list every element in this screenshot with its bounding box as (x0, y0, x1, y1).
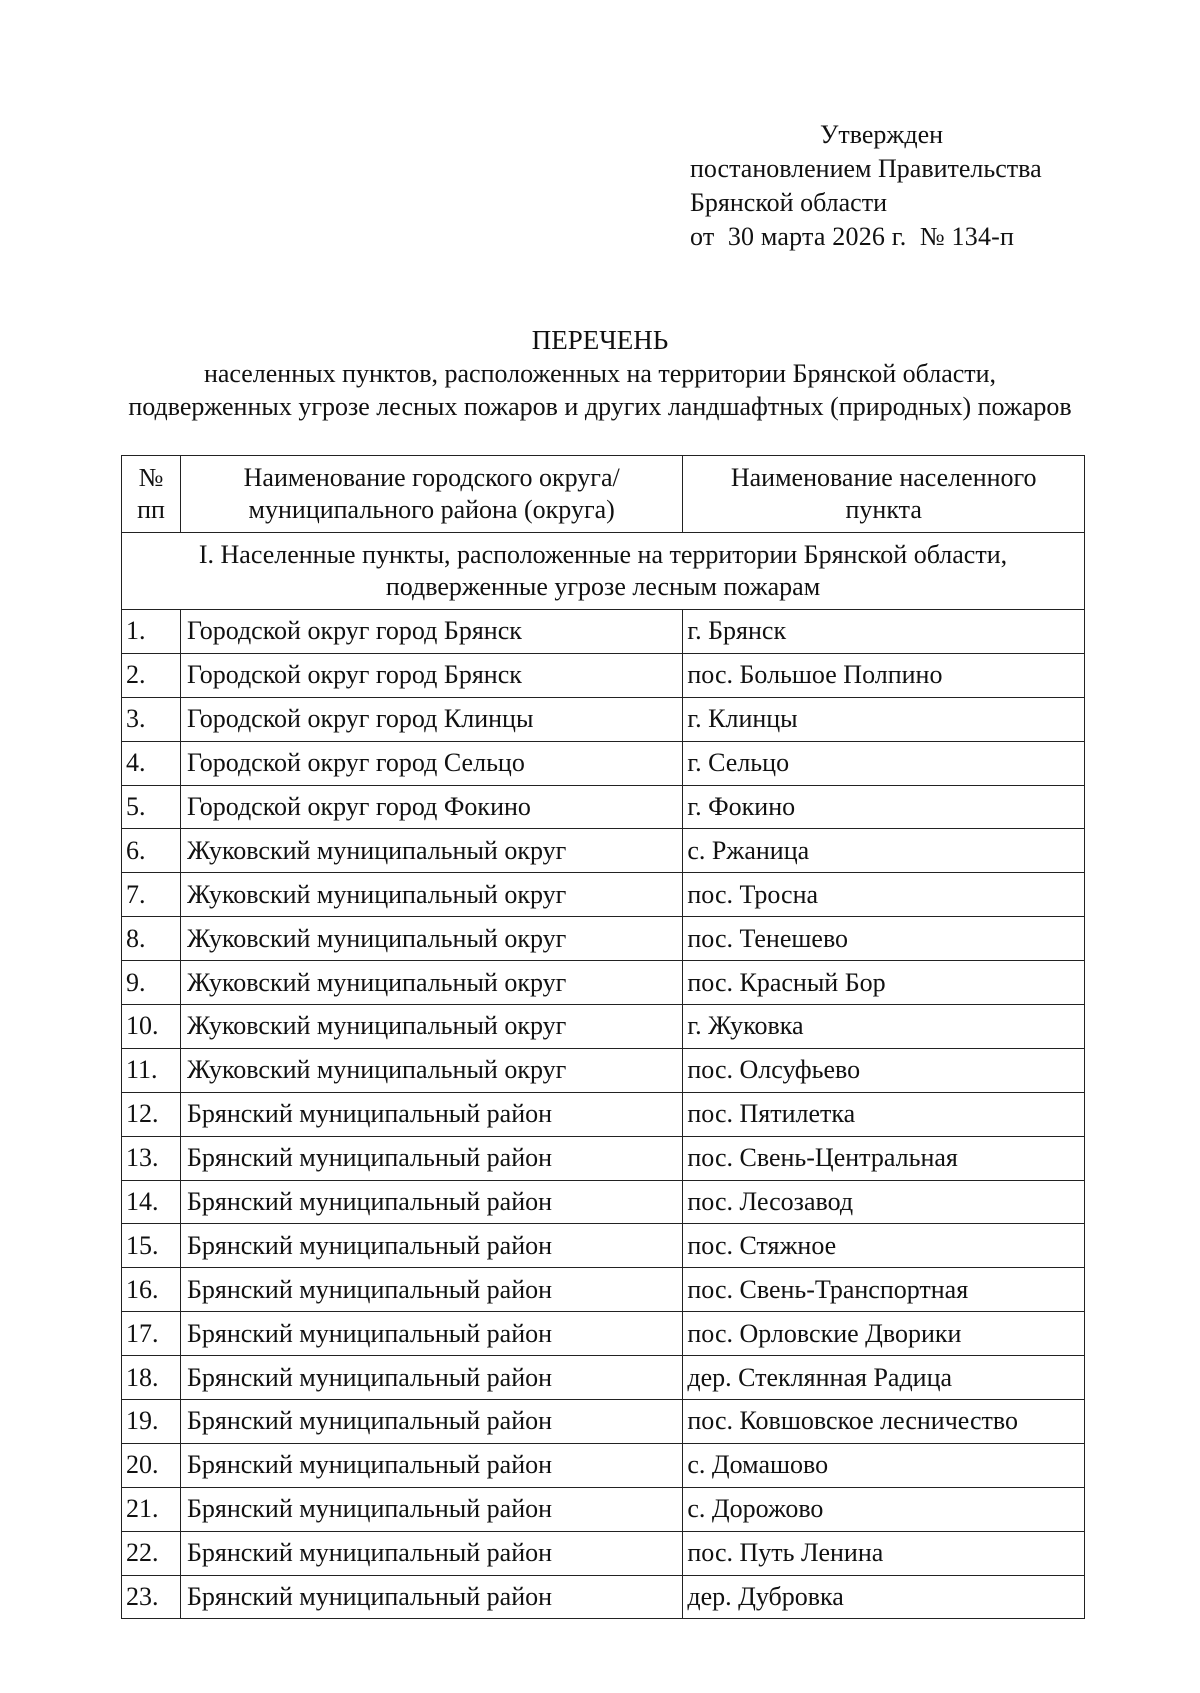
row-settlement: пос. Большое Полпино (683, 653, 1085, 697)
row-district: Брянский муниципальный район (180, 1487, 682, 1531)
approval-line-region: Брянской области (690, 188, 887, 217)
row-number: 15. (122, 1224, 181, 1268)
row-district: Брянский муниципальный район (180, 1224, 682, 1268)
approval-date-number: от 30 марта 2026 г. № 134-п (690, 222, 1015, 251)
row-district: Городской округ город Клинцы (180, 697, 682, 741)
row-district: Брянский муниципальный район (180, 1400, 682, 1444)
table-row (122, 741, 1085, 785)
table-row (122, 785, 1085, 829)
row-settlement: с. Дорожово (683, 1487, 1085, 1531)
row-number: 7. (122, 873, 181, 917)
table-row (122, 1268, 1085, 1312)
row-number: 6. (122, 829, 181, 873)
row-district: Городской округ город Брянск (180, 653, 682, 697)
row-settlement: пос. Свень-Центральная (683, 1136, 1085, 1180)
row-district: Городской округ город Фокино (180, 785, 682, 829)
row-settlement: пос. Тенешево (683, 917, 1085, 961)
table-row (122, 1136, 1085, 1180)
row-number: 1. (122, 610, 181, 654)
row-number: 19. (122, 1400, 181, 1444)
row-settlement: пос. Тросна (683, 873, 1085, 917)
row-district: Городской округ город Сельцо (180, 741, 682, 785)
table-row (122, 1575, 1085, 1619)
row-number: 17. (122, 1312, 181, 1356)
row-district: Брянский муниципальный район (180, 1356, 682, 1400)
row-district: Брянский муниципальный район (180, 1268, 682, 1312)
table-row (122, 829, 1085, 873)
row-number: 20. (122, 1443, 181, 1487)
row-district: Брянский муниципальный район (180, 1575, 682, 1619)
table-row (122, 1224, 1085, 1268)
approval-stamp (690, 118, 1042, 254)
row-number: 16. (122, 1268, 181, 1312)
row-district: Брянский муниципальный район (180, 1180, 682, 1224)
row-settlement: дер. Дубровка (683, 1575, 1085, 1619)
row-number: 18. (122, 1356, 181, 1400)
table-row (122, 1487, 1085, 1531)
row-settlement: пос. Красный Бор (683, 961, 1085, 1005)
row-district: Городской округ город Брянск (180, 610, 682, 654)
section-heading-row (122, 533, 1085, 610)
row-settlement: г. Брянск (683, 610, 1085, 654)
section-heading: I. Населенные пункты, расположенные на территории Брянской области, подверженные угрозе лесным пожарам (122, 533, 1085, 610)
row-district: Жуковский муниципальный округ (180, 961, 682, 1005)
row-number: 11. (122, 1048, 181, 1092)
row-settlement: пос. Путь Ленина (683, 1531, 1085, 1575)
row-settlement: г. Сельцо (683, 741, 1085, 785)
row-number: 23. (122, 1575, 181, 1619)
table-row (122, 610, 1085, 654)
row-number: 2. (122, 653, 181, 697)
row-district: Брянский муниципальный район (180, 1092, 682, 1136)
row-settlement: с. Ржаница (683, 829, 1085, 873)
approval-line-approved: Утвержден (820, 120, 944, 149)
row-number: 9. (122, 961, 181, 1005)
table-row (122, 1356, 1085, 1400)
row-district: Жуковский муниципальный округ (180, 873, 682, 917)
table-row (122, 1092, 1085, 1136)
row-settlement: пос. Лесозавод (683, 1180, 1085, 1224)
table-row (122, 1180, 1085, 1224)
table-row (122, 873, 1085, 917)
row-settlement: пос. Орловские Дворики (683, 1312, 1085, 1356)
row-settlement: пос. Олсуфьево (683, 1048, 1085, 1092)
row-number: 8. (122, 917, 181, 961)
row-district: Брянский муниципальный район (180, 1531, 682, 1575)
row-settlement: пос. Свень-Транспортная (683, 1268, 1085, 1312)
header-district: Наименование городского округа/ муниципального района (округа) (180, 456, 682, 533)
row-district: Жуковский муниципальный округ (180, 1048, 682, 1092)
row-district: Брянский муниципальный район (180, 1443, 682, 1487)
row-number: 3. (122, 697, 181, 741)
row-number: 5. (122, 785, 181, 829)
row-number: 13. (122, 1136, 181, 1180)
table-row (122, 1005, 1085, 1049)
row-settlement: пос. Пятилетка (683, 1092, 1085, 1136)
table-row (122, 1312, 1085, 1356)
table-row (122, 653, 1085, 697)
row-number: 22. (122, 1531, 181, 1575)
row-district: Брянский муниципальный район (180, 1312, 682, 1356)
settlements-table (121, 455, 1085, 1619)
row-number: 14. (122, 1180, 181, 1224)
table-row (122, 1531, 1085, 1575)
row-number: 4. (122, 741, 181, 785)
row-number: 12. (122, 1092, 181, 1136)
table-row (122, 697, 1085, 741)
row-settlement: пос. Стяжное (683, 1224, 1085, 1268)
row-district: Брянский муниципальный район (180, 1136, 682, 1180)
row-district: Жуковский муниципальный округ (180, 917, 682, 961)
row-settlement: с. Домашово (683, 1443, 1085, 1487)
row-district: Жуковский муниципальный округ (180, 829, 682, 873)
document-title (40, 324, 1160, 423)
header-settlement: Наименование населенного пункта (683, 456, 1085, 533)
row-settlement: г. Клинцы (683, 697, 1085, 741)
table-header-row (122, 456, 1085, 533)
row-settlement: г. Жуковка (683, 1005, 1085, 1049)
title-main: ПЕРЕЧЕНЬ (531, 325, 669, 355)
table-row (122, 961, 1085, 1005)
row-number: 10. (122, 1005, 181, 1049)
row-settlement: пос. Ковшовское лесничество (683, 1400, 1085, 1444)
table-row (122, 1048, 1085, 1092)
table-row (122, 917, 1085, 961)
row-district: Жуковский муниципальный округ (180, 1005, 682, 1049)
table-row (122, 1443, 1085, 1487)
row-settlement: г. Фокино (683, 785, 1085, 829)
header-number: № пп (122, 456, 181, 533)
title-subtitle-line-1: населенных пунктов, расположенных на территории Брянской области, (203, 359, 997, 388)
row-settlement: дер. Стеклянная Радица (683, 1356, 1085, 1400)
table-row (122, 1400, 1085, 1444)
row-number: 21. (122, 1487, 181, 1531)
title-subtitle-line-2: подверженных угрозе лесных пожаров и других ландшафтных (природных) пожаров (128, 392, 1072, 421)
approval-line-resolution: постановлением Правительства (690, 154, 1042, 183)
